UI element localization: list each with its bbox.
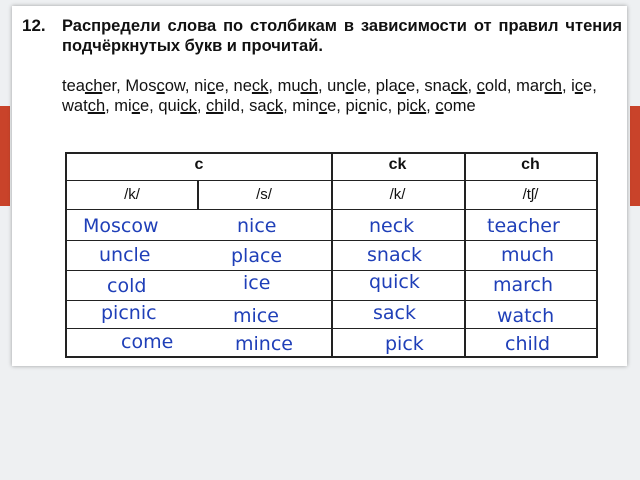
answer-word: snack — [367, 244, 423, 266]
word-list-item: Moscow, — [125, 77, 195, 95]
answer-word: picnic — [101, 302, 157, 324]
sorting-table — [65, 152, 598, 358]
header-c: c — [194, 156, 204, 173]
word-list-item: neck, — [233, 77, 278, 95]
header-ck: ck — [388, 156, 407, 173]
phonetic-tsh-ch: /tʃ/ — [522, 186, 539, 203]
word-list-item: mice, — [114, 97, 159, 115]
word-list-item: pick, — [396, 97, 436, 115]
answer-word: mince — [235, 333, 293, 355]
word-list-item: teacher, — [62, 77, 126, 95]
word-list-item: come — [435, 97, 476, 115]
answer-word: watch — [497, 305, 555, 327]
table-divider — [464, 154, 466, 356]
answer-word: Moscow — [83, 215, 159, 237]
phonetic-k-c: /k/ — [124, 186, 140, 203]
answer-word: quick — [369, 271, 420, 293]
table-divider — [331, 154, 333, 356]
answer-word: ice — [243, 272, 271, 294]
word-list-item: uncle, — [327, 77, 376, 95]
answer-word: cold — [107, 275, 147, 297]
answer-word: mice — [233, 305, 279, 327]
answer-word: place — [231, 245, 283, 267]
word-list-item: cold, — [476, 77, 517, 95]
answer-word: nice — [237, 215, 277, 237]
word-list-item: sack, — [249, 97, 293, 115]
header-ch: ch — [521, 156, 540, 173]
phonetic-k-ck: /k/ — [389, 186, 406, 203]
word-list-item: place, — [375, 77, 425, 95]
answer-word: child — [505, 333, 551, 355]
answer-word: pick — [385, 333, 424, 355]
word-list-item: picnic, — [345, 97, 397, 115]
word-list-item: child, — [206, 97, 250, 115]
right-accent-band — [630, 106, 640, 206]
left-accent-band — [0, 106, 10, 206]
answer-word: march — [493, 274, 554, 296]
word-list-item: mince, — [292, 97, 346, 115]
answer-word: come — [121, 331, 174, 353]
task-instruction: Распредели слова по столбикам в зависимости от правил чтения подчёркнутых букв и прочитай. — [62, 17, 622, 55]
word-list-item: much, — [277, 77, 328, 95]
worksheet — [12, 6, 627, 366]
word-list-item: watch, — [62, 97, 115, 115]
word-list-item: ice, — [571, 77, 597, 95]
task-number: 12. — [22, 16, 46, 35]
word-list — [62, 76, 627, 116]
answer-word: uncle — [99, 244, 151, 266]
word-list-item: nice, — [194, 77, 234, 95]
word-list-item: march, — [516, 77, 572, 95]
answer-word: teacher — [487, 215, 560, 237]
word-list-item: quick, — [158, 97, 207, 115]
word-list-item: snack, — [424, 77, 477, 95]
phonetic-s-c: /s/ — [256, 186, 272, 203]
answer-word: neck — [369, 215, 415, 237]
answer-word: much — [501, 244, 555, 266]
answer-word: sack — [373, 302, 416, 324]
